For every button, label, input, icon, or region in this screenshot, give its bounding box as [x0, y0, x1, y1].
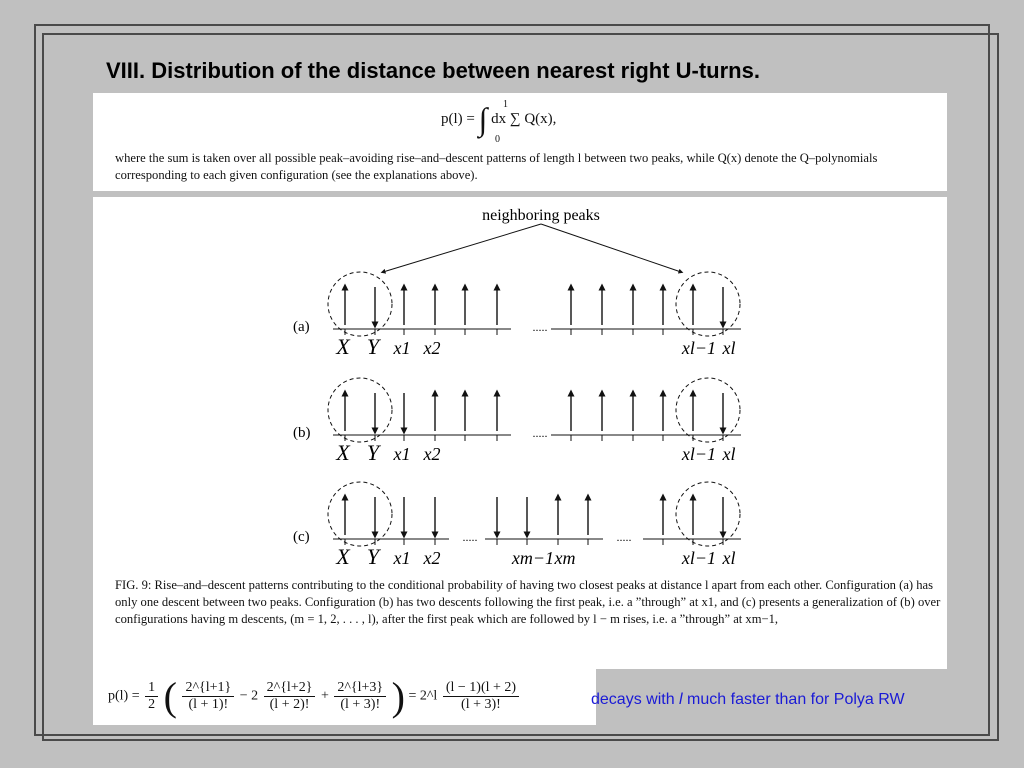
peak-circle-right [676, 272, 740, 336]
row-label: (b) [293, 425, 311, 441]
peak-circle-right [676, 378, 740, 442]
figure-caption: FIG. 9: Rise–and–descent patterns contributing to the conditional probability of having two closest peaks at distance l apart from each other. Configuration (a) has only one descent between two peaks. Configuration (b) has two descents following the first peak, i.e. a ”through” at x1, and (c) presents a generalization of (b) over configurations having m descents, (m = 1, 2, . . . , l), after the first peak which are followed by l − m rises, i.e. a ”through” at xm−1, [115, 578, 941, 626]
position-label-right: xl−1 [681, 548, 717, 568]
figure-panel [93, 197, 947, 669]
minus-sign: − 2 [239, 688, 259, 704]
neighboring-peaks-label: neighboring peaks [482, 207, 600, 224]
peak-circle-left [328, 378, 392, 442]
slide-title: VIII. Distribution of the distance between nearest right U-turns. [106, 58, 760, 83]
ellipsis: ..... [462, 530, 478, 544]
position-label-right: xl−1 [681, 444, 717, 464]
formula-lhs: p(l) = [108, 688, 144, 704]
equation-panel [93, 93, 947, 191]
ellipsis: ..... [532, 426, 548, 440]
row-label: (c) [293, 529, 310, 545]
position-label: x1 [393, 548, 411, 568]
integral-equation [441, 99, 557, 145]
peak-circle-left [328, 482, 392, 546]
pointer-right [541, 224, 681, 272]
figure-diagram [93, 197, 947, 577]
formula-panel [93, 669, 596, 725]
frac-term1: $\frac{2\^{}\{l+1\}}{(l + 1)!}$ [182, 680, 234, 713]
ellipsis: ..... [532, 320, 548, 334]
position-label: x2 [423, 338, 441, 358]
position-label: X [336, 544, 350, 569]
plus-sign: + [320, 688, 333, 704]
position-label: x2 [423, 444, 441, 464]
position-label-mid: xm−1 [511, 548, 555, 568]
equals-term: = 2^l [408, 688, 438, 704]
position-label-mid: xm [554, 548, 576, 568]
position-label-right: xl [722, 338, 736, 358]
int-lower: 0 [495, 134, 500, 145]
decay-note: decays with l much faster than for Polya RW [591, 691, 905, 708]
position-label: Y [366, 544, 380, 569]
position-label: X [336, 440, 350, 465]
eq1-lhs: p(l) = [441, 110, 479, 127]
position-label: x1 [393, 338, 411, 358]
peak-circle-right [676, 482, 740, 546]
peak-circle-left [328, 272, 392, 336]
frac-term4: $\frac{(l - 1)(l + 2)}{(l + 3)!}$ [443, 680, 519, 713]
ellipsis: ..... [616, 530, 632, 544]
eq1-rhs: dx ∑ Q(x), [487, 110, 557, 127]
frac-term3: $\frac{2\^{}\{l+3\}}{(l + 3)!}$ [334, 680, 386, 713]
position-label-right: xl [722, 548, 736, 568]
position-label: X [336, 334, 350, 359]
position-label: x2 [423, 548, 441, 568]
frac-half: $\frac{1}{2}$ [145, 680, 158, 713]
paren-close: ) [391, 674, 405, 719]
int-upper: 1 [503, 99, 508, 110]
distribution-formula [108, 673, 521, 720]
paren-open: ( [163, 674, 177, 719]
position-label-right: xl−1 [681, 338, 717, 358]
position-label: x1 [393, 444, 411, 464]
description-text: where the sum is taken over all possible peak–avoiding rise–and–descent patterns of length l between two peaks, while Q(x) denote the Q–polynomials corresponding to each given configuration (see the explanations above). [115, 151, 878, 182]
integral-sign: ∫ [478, 101, 488, 137]
frac-term2: $\frac{2\^{}\{l+2\}}{(l + 2)!}$ [264, 680, 316, 713]
position-label-right: xl [722, 444, 736, 464]
pointer-left [383, 224, 541, 272]
row-label: (a) [293, 319, 310, 335]
position-label: Y [366, 440, 380, 465]
position-label: Y [366, 334, 380, 359]
